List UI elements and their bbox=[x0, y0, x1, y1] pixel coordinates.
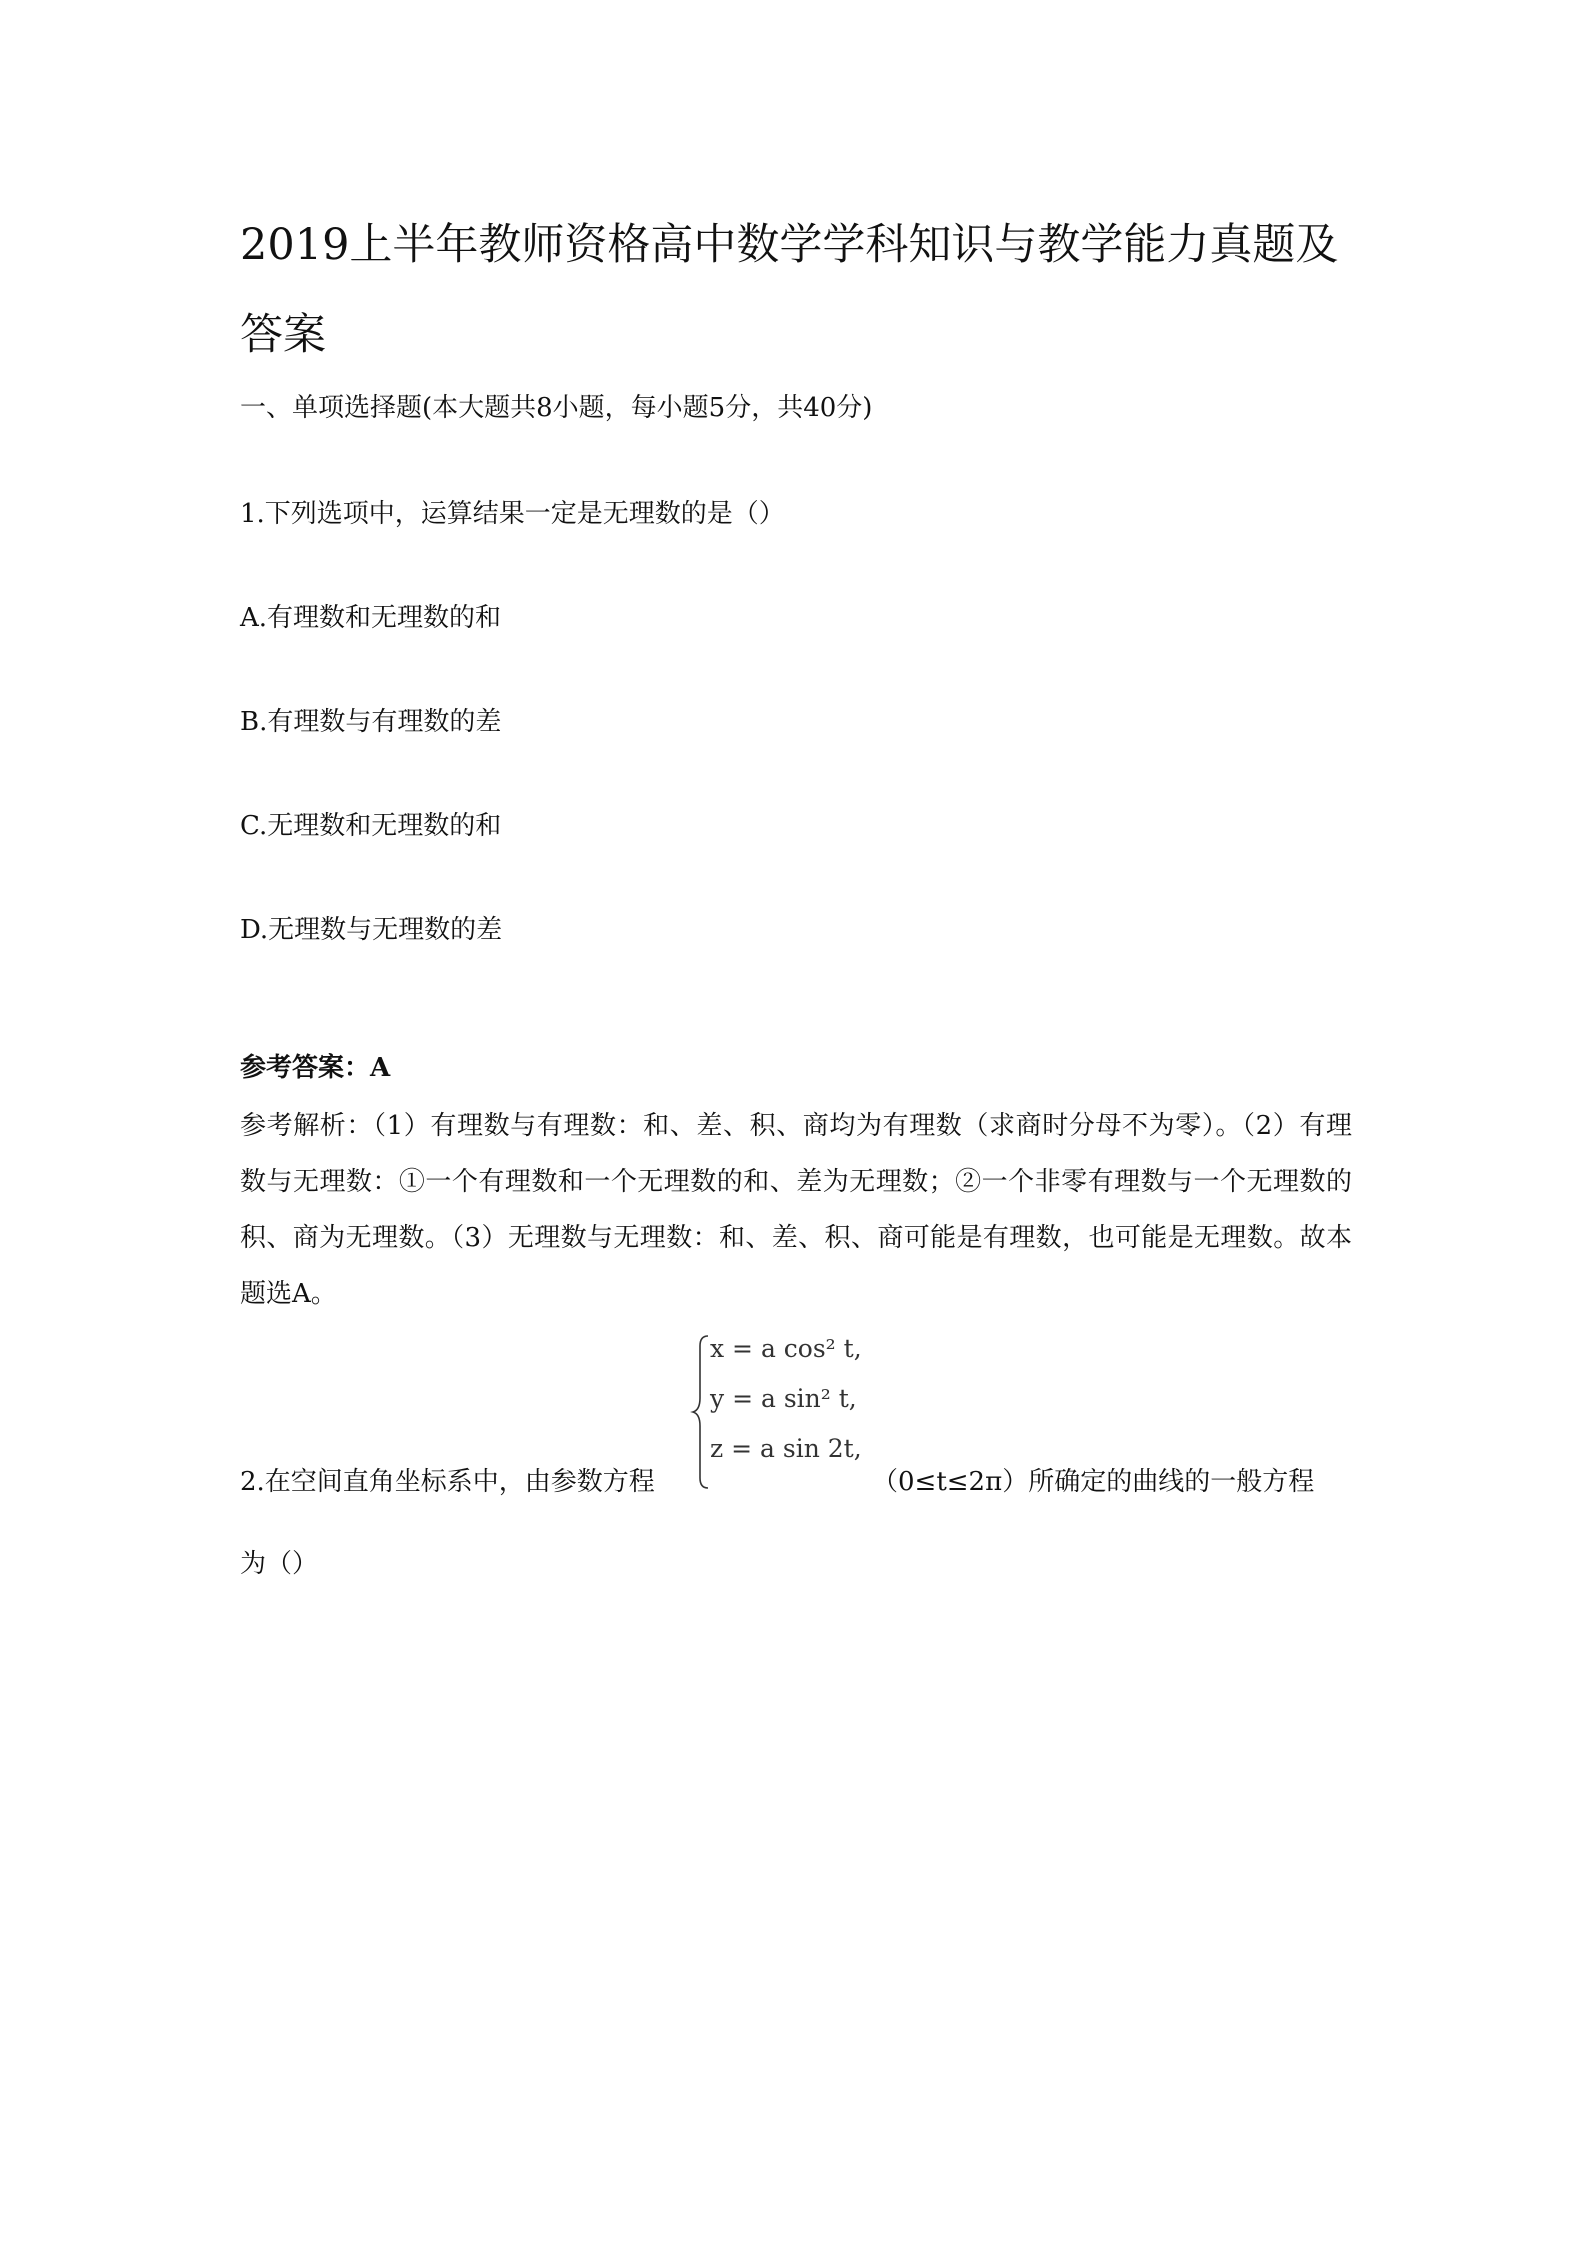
section-heading: 一、单项选择题(本大题共8小题，每小题5分，共40分) bbox=[240, 393, 873, 423]
question-1-stem: 1.下列选项中，运算结果一定是无理数的是（） bbox=[240, 499, 785, 529]
question-2-stem-start: 2.在空间直角坐标系中，由参数方程 bbox=[240, 1467, 655, 1497]
question-1-answer: 参考答案：A bbox=[240, 1053, 391, 1083]
question-1-option-a: A.有理数和无理数的和 bbox=[240, 603, 502, 633]
equation-x: x = a cos² t, bbox=[710, 1334, 862, 1363]
question-1-option-d: D.无理数与无理数的差 bbox=[240, 915, 503, 945]
question-2-stem-end: （0≤t≤2π）所确定的曲线的一般方程 bbox=[872, 1467, 1315, 1497]
question-1-explanation: 参考解析：（1）有理数与有理数：和、差、积、商均为有理数（求商时分母不为零）。（2）有理数与无理数：①一个有理数和一个无理数的和、差为无理数；②一个非零有理数与一个无理数的积、商为无理数。（3）无理数与无理数：和、差、积、商可能是有理数，也可能是无理数。故本题选A。 bbox=[240, 1111, 1352, 1309]
equation-z: z = a sin 2t, bbox=[710, 1434, 862, 1463]
question-2-stem-continuation: 为（） bbox=[240, 1549, 319, 1579]
question-1-option-b: B.有理数与有理数的差 bbox=[240, 707, 502, 737]
parametric-equation-system bbox=[690, 1332, 870, 1492]
document-title: 2019上半年教师资格高中数学学科知识与教学能力真题及答案 bbox=[240, 220, 1339, 360]
question-1-option-c: C.无理数和无理数的和 bbox=[240, 811, 502, 841]
equation-y: y = a sin² t, bbox=[710, 1384, 857, 1413]
